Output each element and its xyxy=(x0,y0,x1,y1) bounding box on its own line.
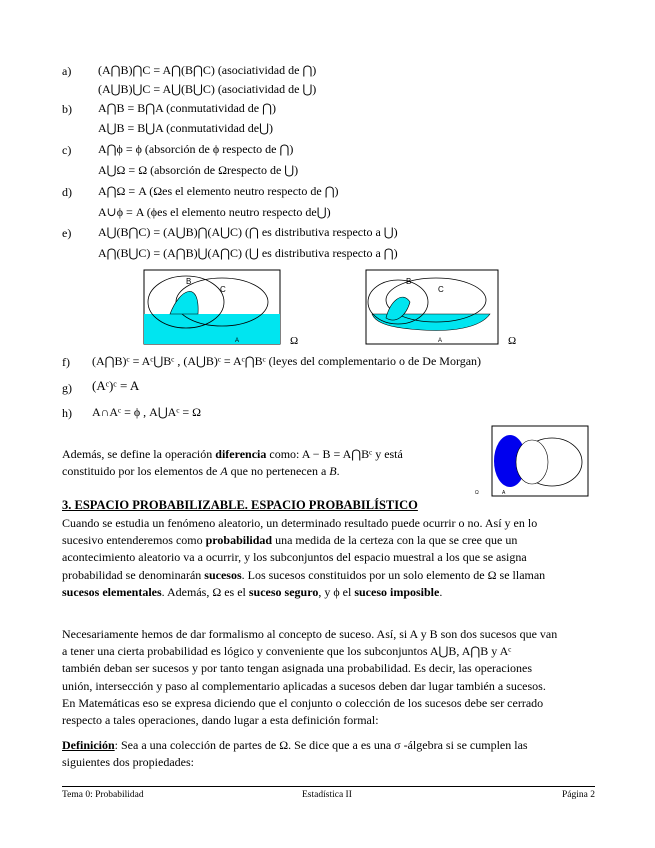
page-footer xyxy=(62,786,595,800)
text: Además, se define la operación xyxy=(62,447,216,461)
venn-label-a: A xyxy=(502,490,506,496)
text: , y ϕ el xyxy=(318,584,355,599)
text: una medida de la certeza con la que se cree que un xyxy=(272,533,518,548)
text: probabilidad se denominarán xyxy=(62,567,205,582)
item-label: c) xyxy=(62,143,72,157)
formula-line: A∩Aᶜ = ϕ , A⋃Aᶜ = Ω xyxy=(92,405,202,419)
item-label: g) xyxy=(62,381,72,395)
para-line xyxy=(62,737,595,754)
para-line xyxy=(62,532,595,549)
term-suceso-seguro: suceso seguro xyxy=(248,584,319,599)
venn-diagram-difference xyxy=(474,422,594,500)
footer-left: Tema 0: Probabilidad xyxy=(62,790,144,800)
paragraph-probabilidad xyxy=(62,515,595,601)
para-line: siguientes dos propiedades: xyxy=(62,755,194,770)
item-label: h) xyxy=(62,406,72,420)
term-sucesos-elementales: sucesos elementales xyxy=(62,584,162,599)
diferencia-line-1 xyxy=(62,446,472,463)
footer-center: Estadística II xyxy=(302,790,352,800)
venn-diagram-intersection-distributive xyxy=(362,268,522,348)
para-line: Cuando se estudia un fenómeno aleatorio, un determinado resultado puede ocurrir o no. Así y en lo xyxy=(62,516,538,530)
formula-line: (Aᶜ)ᶜ = A xyxy=(92,378,140,393)
definition-label: Definición xyxy=(62,738,115,752)
formula-line: A∪ϕ = A (ϕes el elemento neutro respecto de⋃) xyxy=(98,205,331,219)
text: . xyxy=(336,464,340,478)
para-line xyxy=(62,584,595,601)
text: sucesivo entenderemos como xyxy=(62,533,206,548)
venn-label-b: B xyxy=(186,277,192,286)
term-diferencia: diferencia xyxy=(215,447,267,461)
text: : Sea a una colección de partes de Ω. Se dice que a es una σ -álgebra si se cumplen las xyxy=(114,738,528,752)
term-sucesos: sucesos xyxy=(204,567,242,582)
item-label: d) xyxy=(62,185,72,199)
text: . Además, Ω es el xyxy=(161,584,249,599)
term-suceso-imposible: suceso imposible xyxy=(354,584,440,599)
venn-diagram-union-distributive xyxy=(140,268,300,348)
para-line: también deban ser sucesos y por tanto tengan asignada una probabilidad. Es decir, las operaciones xyxy=(62,661,533,676)
set-a: A xyxy=(220,464,228,478)
formula-line: (A⋂B)⋂C = A⋂(B⋂C) (asociatividad de ⋂) xyxy=(98,63,317,77)
paragraph-formalismo xyxy=(62,626,595,729)
formula-line: A⋂(B⋃C) = (A⋂B)⋃(A⋂C) (⋃ es distributiva respecto a ⋂) xyxy=(98,246,398,260)
venn-label-omega: Ω xyxy=(508,335,517,347)
section-title: 3. ESPACIO PROBABILIZABLE. ESPACIO PROBABILÍSTICO xyxy=(62,498,418,512)
para-line: respecto a tales operaciones, dando lugar a esta definición formal: xyxy=(62,713,379,728)
formula-line: A⋂ϕ = ϕ (absorción de ϕ respecto de ⋂) xyxy=(98,142,294,156)
para-line: acontecimiento aleatorio va a ocurrir, y los subconjuntos del espacio muestral a los que se asigna xyxy=(62,550,527,565)
formula-line: A⋂B = B⋂A (conmutatividad de ⋂) xyxy=(98,101,276,115)
venn-label-b: B xyxy=(406,277,412,286)
item-label: b) xyxy=(62,102,72,116)
item-label: a) xyxy=(62,64,72,78)
formula-line: (A⋃B)⋃C = A⋃(B⋃C) (asociatividad de ⋃) xyxy=(98,82,317,96)
venn-label-omega: Ω xyxy=(290,335,299,347)
item-label: e) xyxy=(62,226,72,240)
formula-line: A⋃B = B⋃A (conmutatividad de⋃) xyxy=(98,121,273,135)
definition xyxy=(62,737,595,771)
formula-line: A⋂Ω = A (Ωes el elemento neutro respecto de ⋂) xyxy=(98,184,339,198)
venn-label-c: C xyxy=(438,285,444,294)
venn-label-a: A xyxy=(235,338,240,344)
venn-label-omega: Ω xyxy=(475,490,479,496)
para-line xyxy=(62,567,595,584)
para-line: En Matemáticas eso se expresa diciendo que el conjunto o colección de los sucesos debe ser cerrado xyxy=(62,695,544,710)
para-line: a tener una cierta probabilidad es lógico y conveniente que los subconjuntos A⋃B, A⋂B y Aᶜ xyxy=(62,644,512,659)
text: constituido por los elementos de xyxy=(62,464,221,478)
para-line: unión, intersección y paso al complementario aplicadas a sucesos deben dar lugar también a sucesos. xyxy=(62,678,546,693)
footer-page-number: Página 2 xyxy=(562,790,595,800)
text: . xyxy=(439,584,443,599)
formula-line: A⋃(B⋂C) = (A⋃B)⋂(A⋃C) (⋂ es distributiva respecto a ⋃) xyxy=(98,225,398,239)
item-label: f) xyxy=(62,355,70,369)
diferencia-text xyxy=(62,446,472,480)
formula-line: (A⋂B)ᶜ = Aᶜ⋃Bᶜ , (A⋃B)ᶜ = Aᶜ⋂Bᶜ (leyes del complementario o de De Morgan) xyxy=(92,354,482,368)
diferencia-line-2 xyxy=(62,463,472,480)
venn-label-a: A xyxy=(438,338,443,344)
text: . Los sucesos constituidos por un solo elemento de Ω se llaman xyxy=(241,567,546,582)
text: que no pertenecen a xyxy=(227,464,330,478)
term-probabilidad: probabilidad xyxy=(205,533,273,548)
venn-label-c: C xyxy=(220,285,226,294)
para-line: Necesariamente hemos de dar formalismo al concepto de suceso. Así, si A y B son dos sucesos que van xyxy=(62,627,558,641)
set-b: B xyxy=(329,464,337,478)
formula-line: A⋃Ω = Ω (absorción de Ωrespecto de ⋃) xyxy=(98,163,299,177)
text: como: A − B = A⋂Bᶜ y está xyxy=(266,447,403,461)
